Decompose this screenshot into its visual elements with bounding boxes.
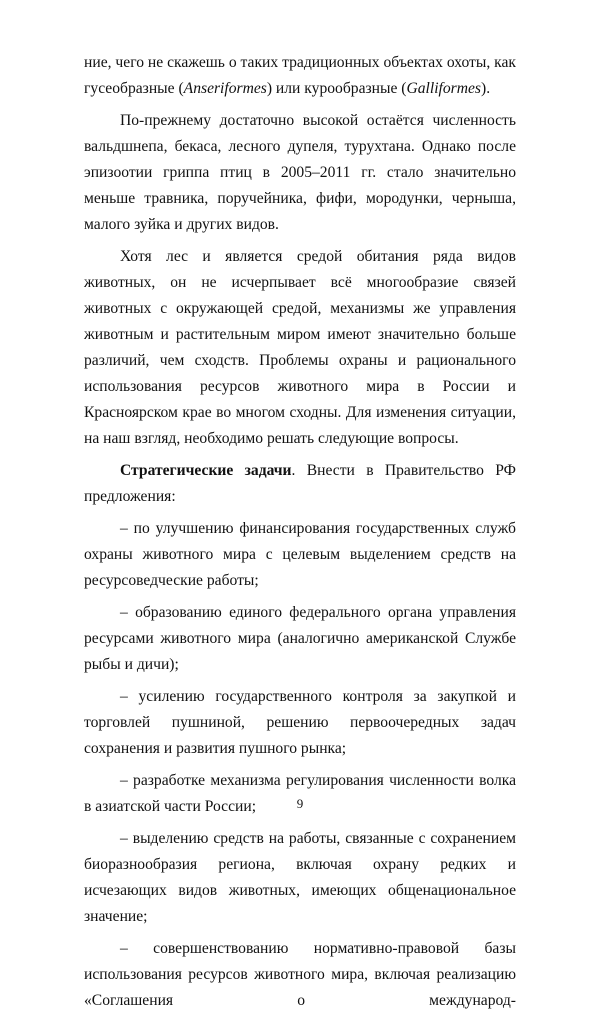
list-item-federal-body	[84, 600, 516, 678]
paragraph-text: По-прежнему достаточно высокой остаётся численность вальдшнепа, бекаса, лесного дупеля, турухтана. Однако после эпизоотии гриппа птиц в 2005–2011 гг. стало значительно меньше травника, поручейника, фифи, мородунки, черныша, малого зуйка и других видов.	[84, 112, 516, 233]
list-item-text: – по улучшению финансирования государственных служб охраны животного мира с целевым выделением средств на ресурсоведческие работы;	[84, 520, 516, 589]
page-body	[84, 50, 516, 1014]
paragraph-text: ние, чего не скажешь о таких традиционных объектах охоты, как гусеобразные (	[84, 54, 516, 97]
list-item-wolf-regulation	[84, 768, 516, 820]
list-item-financing	[84, 516, 516, 594]
strategic-tasks-heading: Стратегические задачи	[120, 462, 292, 479]
paragraph-text: ).	[481, 80, 491, 97]
latin-term-galliformes: Galliformes	[406, 80, 482, 97]
paragraph-waders	[84, 108, 516, 238]
paragraph-continuation	[84, 50, 516, 102]
paragraph-strategic-tasks	[84, 458, 516, 510]
list-item-legal-base	[84, 936, 516, 1014]
list-item-text: – усилению государственного контроля за закупкой и торговлей пушниной, решению первоочередных задач сохранения и развития пушного рынка;	[84, 688, 516, 757]
paragraph-text: ) или курообразные (	[266, 80, 407, 97]
latin-term-anseriformes: Anseriformes	[183, 80, 267, 97]
paragraph-text: Хотя лес и является средой обитания ряда видов животных, он не исчерпывает всё многообразие связей животных с окружающей средой, механизмы же управления животным и растительным миром имеют значительно больше различий, чем сходств. Проблемы охраны и рационального использования ресурсов животного мира в России и Красноярском крае во многом сходны. Для изменения ситуации, на наш взгляд, необходимо решать следующие вопросы.	[84, 248, 516, 447]
list-item-biodiversity	[84, 826, 516, 930]
list-item-text: – совершенствованию нормативно-правовой базы использования ресурсов животного мира, включая реализацию «Соглашения о международ-	[84, 940, 516, 1009]
list-item-text: – образованию единого федерального органа управления ресурсами животного мира (аналогично американской Службе рыбы и дичи);	[84, 604, 516, 673]
list-item-text: – разработке механизма регулирования численности волка в азиатской части России;	[84, 772, 516, 815]
paragraph-text: . Внести в Правительство РФ предложения:	[84, 462, 516, 505]
page-number: 9	[296, 796, 304, 811]
list-item-fur-control	[84, 684, 516, 762]
list-item-text: – выделению средств на работы, связанные с сохранением биоразнообразия региона, включая охрану редких и исчезающих видов животных, имеющих общенациональное значение;	[84, 830, 516, 925]
paragraph-forest-habitat	[84, 244, 516, 452]
